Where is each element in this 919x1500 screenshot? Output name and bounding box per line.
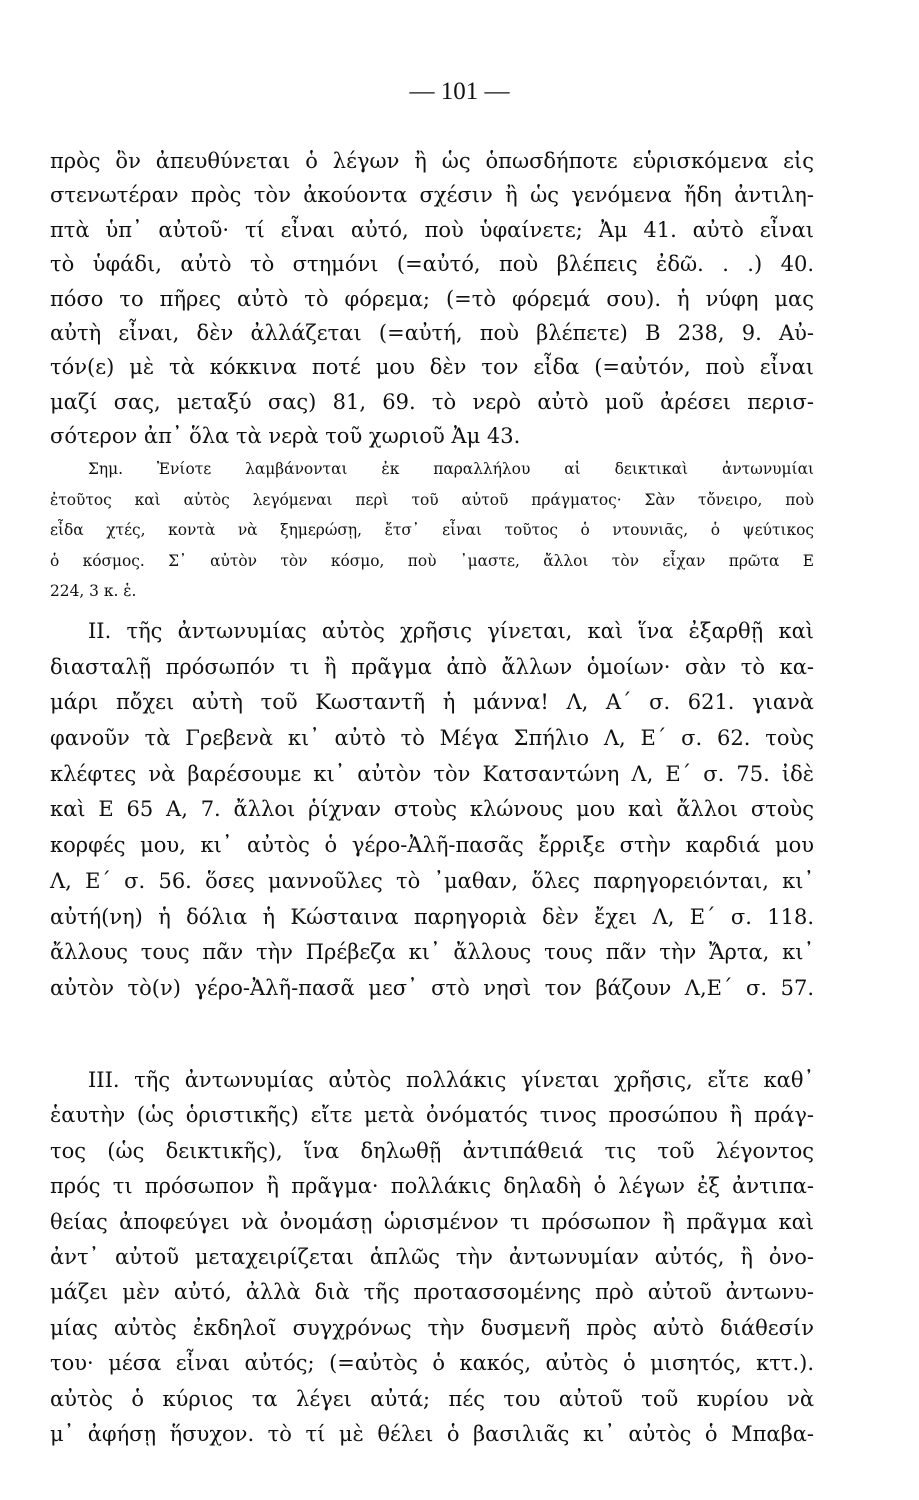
note-line: ὁ κόσμος. Σ᾽ αὐτὸν τὸν κόσμο, ποὺ ᾽μαστε, ἄλλοι τὸν εἶχαν πρῶτα Ε — [50, 551, 814, 570]
text-line: πτὰ ὑπ᾽ αὐτοῦ· τί εἶναι αὐτό, ποὺ ὑφαίνετε; Ἀμ 41. αὐτὸ εἶναι — [50, 217, 814, 242]
text-line: πρός τι πρόσωπον ἢ πρᾶγμα· πολλάκις δηλαδὴ ὁ λέγων ἐξ ἀντιπα- — [50, 1174, 814, 1199]
text-line: μίας αὐτὸς ἐκδηλοῖ συγχρόνως τὴν δυσμενῆ πρὸς αὐτὸ διάθεσίν — [50, 1315, 814, 1340]
text-line: στενωτέραν πρὸς τὸν ἀκούοντα σχέσιν ἢ ὡς γενόμενα ἤδη ἀντιλη- — [50, 183, 814, 208]
text-line: τὸ ὑφάδι, αὐτὸ τὸ στημόνι (=αὐτό, ποὺ βλέπεις ἐδῶ. . .) 40. — [50, 252, 814, 277]
text-line: πρὸς ὃν ἀπευθύνεται ὁ λέγων ἢ ὡς ὁπωσδήποτε εὑρισκόμενα εἰς — [50, 149, 814, 173]
note-line: Σημ. Ἐνίοτε λαμβάνονται ἐκ παραλλήλου αἱ δεικτικαὶ ἀντωνυμίαι — [88, 460, 814, 478]
text-line: τόν(ε) μὲ τὰ κόκκινα ποτέ μου δὲν τον εἶδα (=αὐτόν, ποὺ εἶναι — [50, 355, 814, 380]
text-line: θείας ἀποφεύγει νὰ ὀνομάσῃ ὡρισμένον τι πρόσωπον ἢ πρᾶγμα καὶ — [50, 1209, 814, 1234]
text-line: μάρι πὄχει αὐτὴ τοῦ Κωσταντῆ ἡ μάννα! Λ, Α΄ σ. 621. γιανὰ — [50, 690, 814, 715]
text-line: αὐτή(νη) ἡ δόλια ἡ Κώσταινα παρηγοριὰ δὲν ἔχει Λ, Ε΄ σ. 118. — [50, 904, 814, 929]
text-line: του· μέσα εἶναι αὐτός; (=αὐτὸς ὁ κακός, αὐτὸς ὁ μισητός, κττ.). — [50, 1351, 814, 1376]
text-line: διασταλῇ πρόσωπόν τι ἢ πρᾶγμα ἀπὸ ἄλλων ὁμοίων· σὰν τὸ κα- — [50, 654, 814, 679]
section-iii-paragraph — [50, 1063, 814, 1452]
text-line: κορφές μου, κι᾽ αὐτὸς ὁ γέρο-Ἀλῆ-πασᾶς ἔρριξε στὴν καρδιά μου — [50, 833, 814, 858]
note-line: ἐτοῦτος καὶ αὐτὸς λεγόμεναι περὶ τοῦ αὐτοῦ πράγματος· Σὰν τὄνειρο, ποὺ — [50, 490, 814, 509]
text-line: Λ, Ε΄ σ. 56. ὅσες μαννοῦλες τὸ ᾽μαθαν, ὅλες παρηγορειόνται, κι᾽ — [50, 868, 814, 893]
text-line: φανοῦν τὰ Γρεβενὰ κι᾽ αὐτὸ τὸ Μέγα Σπήλιο Λ, Ε΄ σ. 62. τοὺς — [50, 726, 814, 751]
text-line: τος (ὡς δεικτικῆς), ἵνα δηλωθῇ ἀντιπάθειά τις τοῦ λέγοντος — [50, 1138, 814, 1163]
text-line: πόσο το πῆρες αὐτὸ τὸ φόρεμα; (=τὸ φόρεμά σου). ἡ νύφη μας — [50, 286, 814, 311]
text-line: αὐτὸν τὸ(ν) γέρο-Ἀλῆ-πασᾶ μεσ᾽ στὸ νησὶ τον βάζουν Λ,Ε΄ σ. 57. — [50, 975, 814, 1000]
paragraph-usage-examples — [50, 144, 814, 454]
page-number: — 101 — — [409, 78, 510, 105]
text-line: ἄλλους τους πᾶν τὴν Πρέβεζα κι᾽ ἄλλους τους πᾶν τὴν Ἄρτα, κι᾽ — [50, 940, 814, 965]
note-line: εἶδα χτές, κοντὰ νὰ ξημερώσῃ, ἔτσ᾽ εἶναι τοῦτος ὁ ντουνιᾶς, ὁ ψεύτικος — [50, 521, 814, 539]
text-line: κλέφτες νὰ βαρέσουμε κι᾽ αὐτὸν τὸν Κατσαντώνη Λ, Ε΄ σ. 75. ἰδὲ — [50, 761, 814, 786]
footnote-remark — [50, 454, 814, 607]
text-line: III. τῆς ἀντωνυμίας αὐτὸς πολλάκις γίνεται χρῆσις, εἴτε καθ᾽ — [88, 1068, 814, 1092]
text-line: σότερον ἀπ᾽ ὅλα τὰ νερὰ τοῦ χωριοῦ Ἀμ 43. — [50, 424, 521, 449]
text-line: μ᾽ ἀφήσῃ ἥσυχον. τὸ τί μὲ θέλει ὁ βασιλιᾶς κι᾽ αὐτὸς ὁ Μπαβα- — [50, 1421, 814, 1446]
text-line: αὐτὸς ὁ κύριος τα λέγει αὐτά; πές του αὐτοῦ τοῦ κυρίου νὰ — [50, 1386, 814, 1411]
section-ii-paragraph — [50, 614, 814, 1007]
note-line: 224, 3 κ. ἑ. — [50, 582, 137, 600]
text-line: καὶ Ε 65 Α, 7. ἄλλοι ῥίχναν στοὺς κλώνους μου καὶ ἄλλοι στοὺς — [50, 797, 814, 822]
text-line: μαζί σας, μεταξύ σας) 81, 69. τὸ νερὸ αὐτὸ μοῦ ἀρέσει περισ- — [50, 389, 814, 414]
text-line: αὐτὴ εἶναι, δὲν ἀλλάζεται (=αὐτή, ποὺ βλέπετε) Β 238, 9. Αὐ- — [50, 320, 814, 345]
text-line: ἀντ᾽ αὐτοῦ μεταχειρίζεται ἁπλῶς τὴν ἀντωνυμίαν αὐτός, ἢ ὀνο- — [50, 1244, 814, 1269]
text-line: ἑαυτὴν (ὡς ὁριστικῆς) εἴτε μετὰ ὀνόματός τινος προσώπου ἢ πράγ- — [50, 1103, 814, 1128]
text-line: II. τῆς ἀντωνυμίας αὐτὸς χρῆσις γίνεται, καὶ ἵνα ἐξαρθῇ καὶ — [88, 619, 814, 643]
text-line: μάζει μὲν αὐτό, ἀλλὰ διὰ τῆς προτασσομένης πρὸ αὐτοῦ ἀντωνυ- — [50, 1280, 814, 1305]
